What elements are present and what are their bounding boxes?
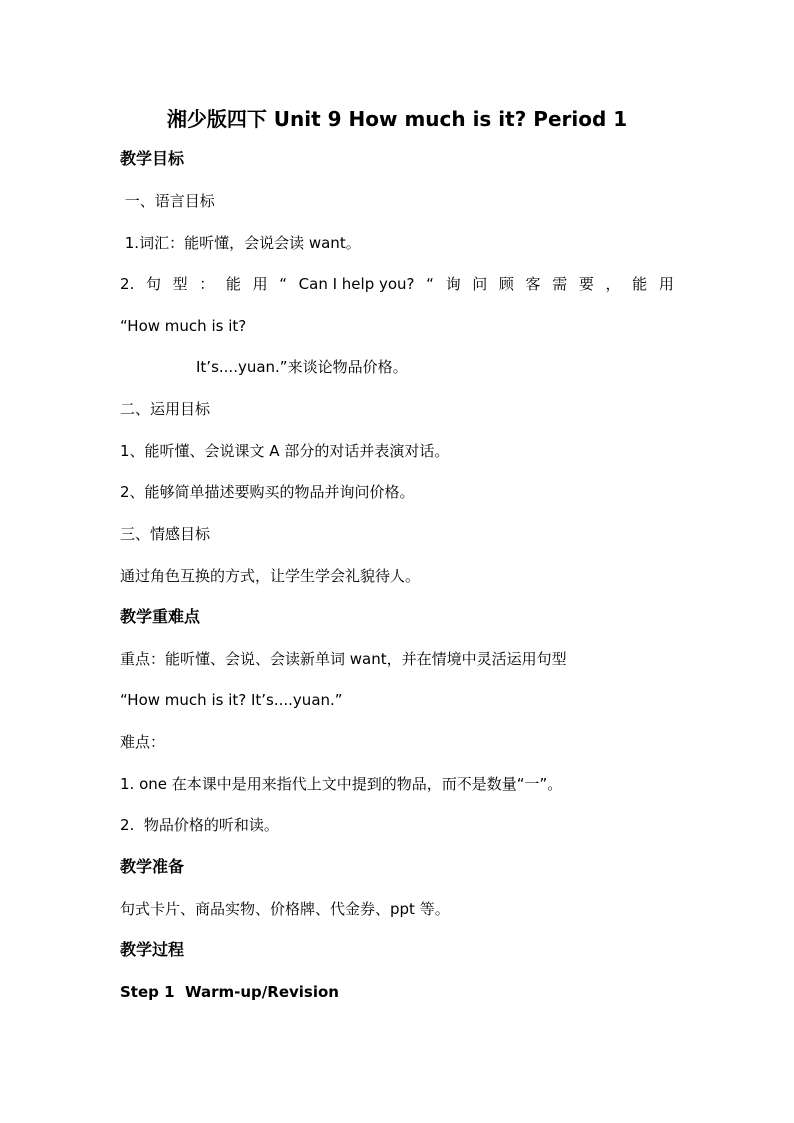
emotional-objective: 通过角色互换的方式，让学生学会礼貌待人。 — [120, 567, 421, 585]
sentence-pattern-token: 问 — [472, 275, 488, 293]
section-heading-key-points: 教学重难点 — [120, 607, 201, 626]
sentence-pattern-token: 2. — [120, 275, 135, 293]
difficulty-label: 难点： — [120, 733, 166, 751]
sentence-pattern-token: “ — [426, 275, 434, 293]
sentence-pattern-token: 能 — [632, 275, 648, 293]
sentence-pattern-answer: It’s....yuan.”来谈论物品价格。 — [196, 358, 408, 376]
section-heading-preparation: 教学准备 — [120, 857, 185, 876]
sentence-pattern-token: 用 — [658, 275, 674, 293]
sentence-pattern-token: “ — [279, 275, 288, 293]
sentence-pattern-token: 客 — [525, 275, 541, 293]
application-objective-1: 1、能听懂、会说课文 A 部分的对话并表演对话。 — [120, 442, 450, 460]
sentence-pattern-token: Can I help you? — [298, 275, 415, 293]
key-point-sentence: “How much is it? It’s....yuan.” — [120, 691, 343, 709]
section-heading-teaching-process: 教学过程 — [120, 940, 185, 959]
subheading-language-objectives: 一、语言目标 — [120, 192, 215, 210]
difficulty-2: 2. 物品价格的听和读。 — [120, 816, 279, 834]
sentence-pattern-token: ， — [605, 275, 621, 293]
sentence-pattern-token: 需 — [552, 275, 568, 293]
key-point: 重点：能听懂、会说、会读新单词 want，并在情境中灵活运用句型 — [120, 650, 567, 668]
subheading-application-objectives: 二、运用目标 — [120, 400, 211, 418]
preparation-items: 句式卡片、商品实物、价格牌、代金券、ppt 等。 — [120, 900, 450, 918]
sentence-pattern-objective — [120, 274, 674, 294]
document-title: 湘少版四下 Unit 9 How much is it? Period 1 — [166, 107, 628, 131]
application-objective-2: 2、能够简单描述要购买的物品并询问价格。 — [120, 483, 415, 501]
section-heading-teaching-objectives: 教学目标 — [120, 149, 185, 168]
step-1-heading: Step 1 Warm-up/Revision — [120, 983, 339, 1001]
sentence-pattern-continued: “How much is it? — [120, 317, 247, 335]
sentence-pattern-token: 句 — [145, 275, 161, 293]
sentence-pattern-token: ： — [199, 275, 215, 293]
sentence-pattern-token: 顾 — [498, 275, 514, 293]
sentence-pattern-token: 要 — [578, 275, 594, 293]
vocabulary-objective: 1.词汇：能听懂，会说会读 want。 — [120, 234, 361, 252]
sentence-pattern-token: 型 — [172, 275, 188, 293]
subheading-emotional-objectives: 三、情感目标 — [120, 525, 211, 543]
difficulty-1: 1. one 在本课中是用来指代上文中提到的物品，而不是数量“一”。 — [120, 775, 563, 793]
sentence-pattern-token: 能 — [225, 275, 241, 293]
sentence-pattern-token: 询 — [445, 275, 461, 293]
sentence-pattern-token: 用 — [252, 275, 268, 293]
